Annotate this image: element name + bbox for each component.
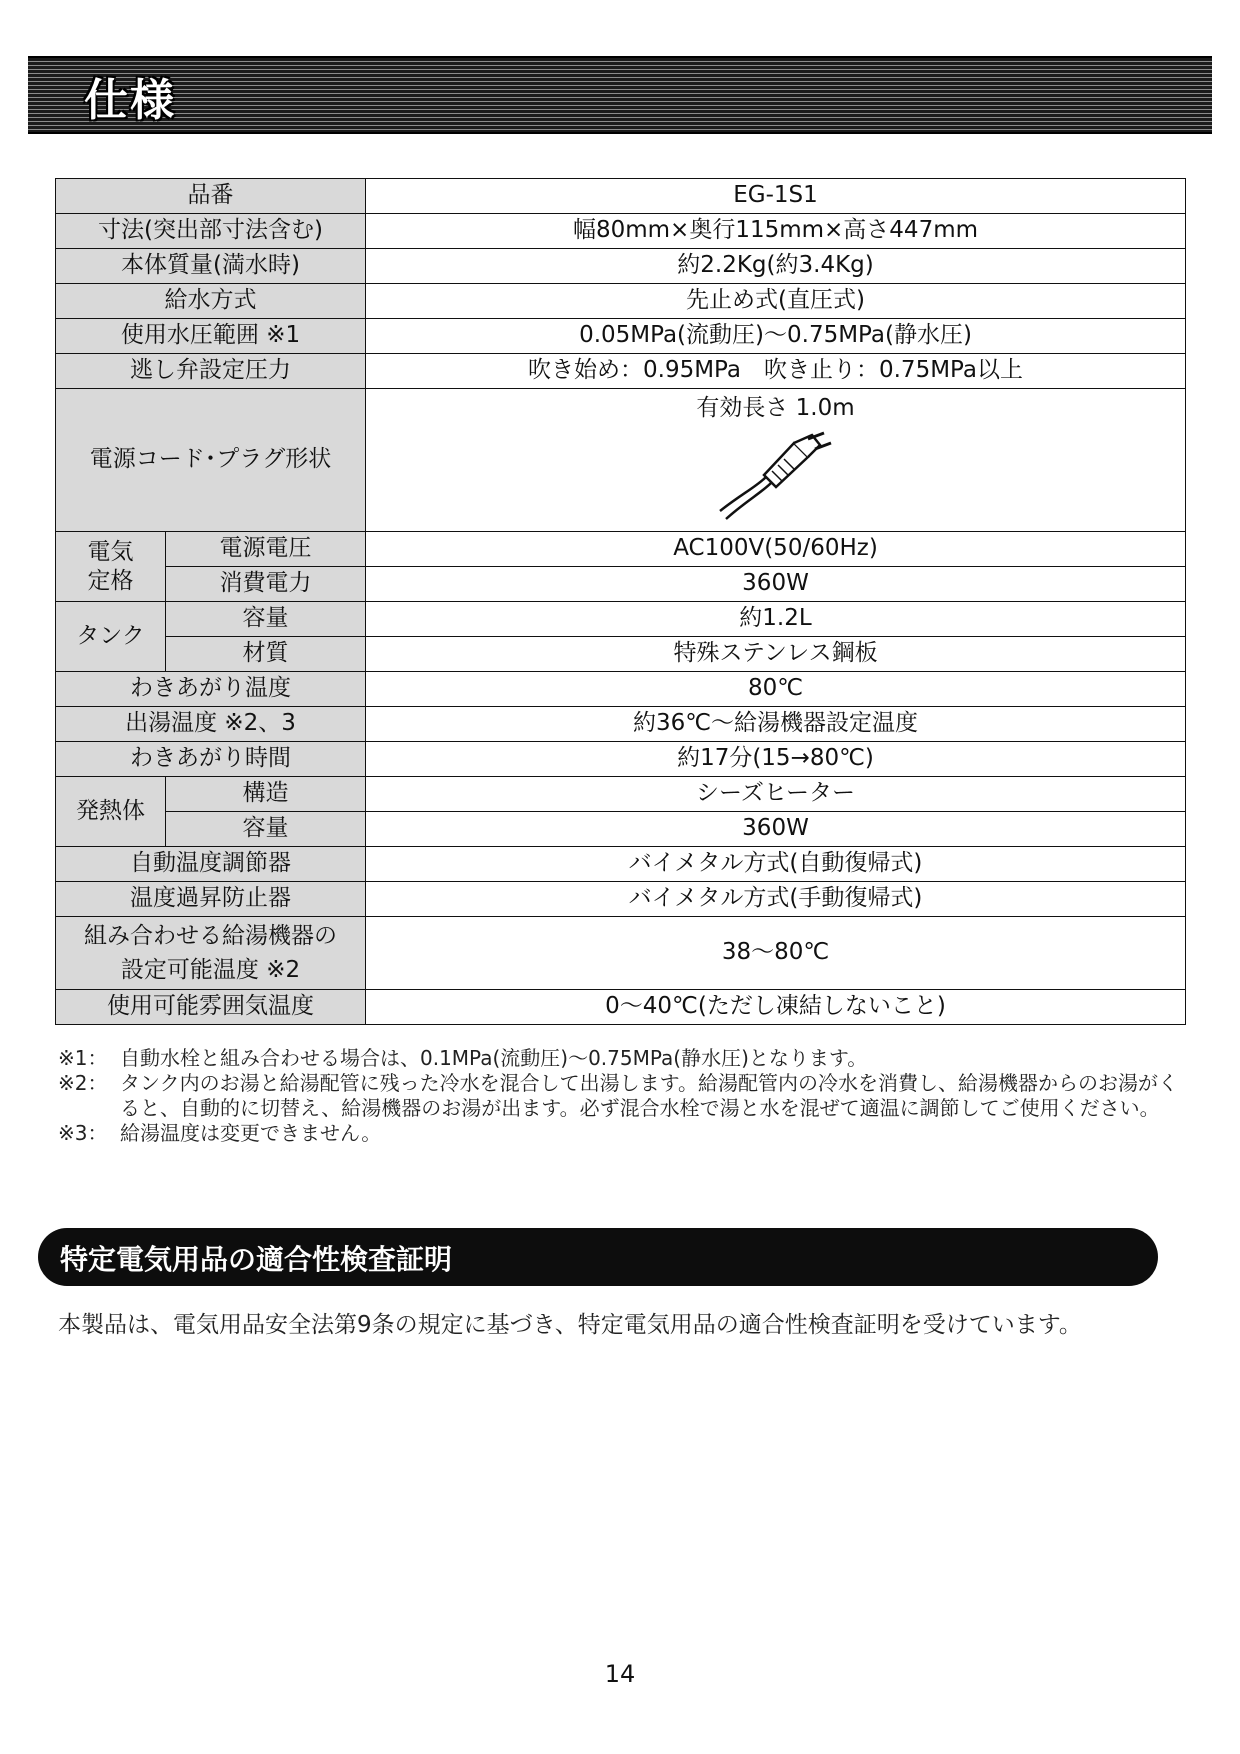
footnotes [58,1046,1188,1146]
spec-label: 使用水圧範囲 ※1 [56,319,366,354]
certification-text: 本製品は、電気用品安全法第9条の規定に基づき、特定電気用品の適合性検査証明を受けています。 [58,1312,1082,1338]
spec-value: 約1.2L [366,602,1186,637]
table-row [56,672,1186,707]
spec-label: 消費電力 [166,567,366,602]
footnote-text: タンク内のお湯と給湯配管に残った冷水を混合して出湯します。給湯配管内の冷水を消費し、給湯機器からのお湯がくると、自動的に切替え、給湯機器のお湯が出ます。必ず混合水栓で湯と水を混ぜて適温に調節してご使用ください。 [120,1071,1178,1120]
spec-value: 80℃ [366,672,1186,707]
spec-label-line: 組み合わせる給湯機器の [84,922,337,949]
spec-value: 約36℃～給湯機器設定温度 [366,707,1186,742]
table-row [56,284,1186,319]
spec-value: 特殊ステンレス鋼板 [366,637,1186,672]
spec-label: 自動温度調節器 [56,847,366,882]
cord-length-text: 有効長さ 1.0m [696,395,855,422]
spec-value: バイメタル方式(手動復帰式) [366,882,1186,917]
table-row [56,882,1186,917]
spec-label: 構造 [166,777,366,812]
spec-value: 360W [366,567,1186,602]
table-row [56,532,1186,567]
spec-label: 電源電圧 [166,532,366,567]
spec-label-line: 設定可能温度 ※2 [120,957,301,983]
table-row [56,354,1186,389]
footnote [58,1071,1188,1121]
table-row [56,847,1186,882]
spec-value: 吹き始め：0.95MPa 吹き止り：0.75MPa以上 [366,354,1186,389]
footnote [58,1046,1188,1071]
table-row [56,917,1186,990]
footnote-text: 給湯温度は変更できません。 [120,1121,382,1145]
spec-table [55,178,1186,1025]
table-row [56,179,1186,214]
spec-value: 幅80mm×奥行115mm×高さ447mm [366,214,1186,249]
group-label-text: 電気定格 [87,538,134,594]
table-row [56,742,1186,777]
spec-label: 寸法(突出部寸法含む) [56,214,366,249]
spec-label: 材質 [166,637,366,672]
spec-value: 先止め式(直圧式) [366,284,1186,319]
table-row [56,812,1186,847]
group-label-tank: タンク [56,602,166,672]
table-row [56,214,1186,249]
spec-value: 38～80℃ [366,917,1186,990]
spec-label-combo [56,917,366,990]
power-plug-icon [716,431,836,523]
group-label-electric [56,532,166,602]
table-row [56,319,1186,354]
table-row [56,777,1186,812]
footnote-mark: ※3： [58,1121,108,1145]
spec-label: 容量 [166,812,366,847]
spec-value: 約2.2Kg(約3.4Kg) [366,249,1186,284]
spec-label: わきあがり時間 [56,742,366,777]
table-row [56,707,1186,742]
spec-label: 使用可能雰囲気温度 [56,990,366,1025]
spec-label: 電源コード･プラグ形状 [56,389,366,532]
table-row [56,389,1186,532]
spec-label: 温度過昇防止器 [56,882,366,917]
spec-label: 本体質量(満水時) [56,249,366,284]
spec-label: 給水方式 [56,284,366,319]
spec-value: EG-1S1 [366,179,1186,214]
table-row [56,567,1186,602]
spec-value: AC100V(50/60Hz) [366,532,1186,567]
spec-label: 逃し弁設定圧力 [56,354,366,389]
spec-label: 出湯温度 ※2、3 [56,707,366,742]
group-label-heater: 発熱体 [56,777,166,847]
table-row [56,249,1186,284]
spec-value: 0.05MPa(流動圧)～0.75MPa(静水圧) [366,319,1186,354]
table-row [56,602,1186,637]
footnote [58,1121,1188,1146]
certification-title-bar [38,1228,1158,1286]
spec-value: 360W [366,812,1186,847]
spec-label: わきあがり温度 [56,672,366,707]
page-number: 14 [604,1660,636,1688]
footnote-mark: ※2： [58,1071,108,1095]
spec-value-cord [366,389,1186,532]
footnote-mark: ※1： [58,1046,108,1070]
spec-value: 0～40℃(ただし凍結しないこと) [366,990,1186,1025]
section-title-bar [28,56,1212,134]
spec-label: 容量 [166,602,366,637]
spec-label: 品番 [56,179,366,214]
footnote-text: 自動水栓と組み合わせる場合は、0.1MPa(流動圧)～0.75MPa(静水圧)となります。 [120,1046,868,1070]
table-row [56,637,1186,672]
spec-value: シーズヒーター [366,777,1186,812]
page-title: 仕様 [84,75,176,126]
spec-value: 約17分(15→80℃) [366,742,1186,777]
certification-title: 特定電気用品の適合性検査証明 [60,1243,453,1276]
table-row [56,990,1186,1025]
spec-value: バイメタル方式(自動復帰式) [366,847,1186,882]
